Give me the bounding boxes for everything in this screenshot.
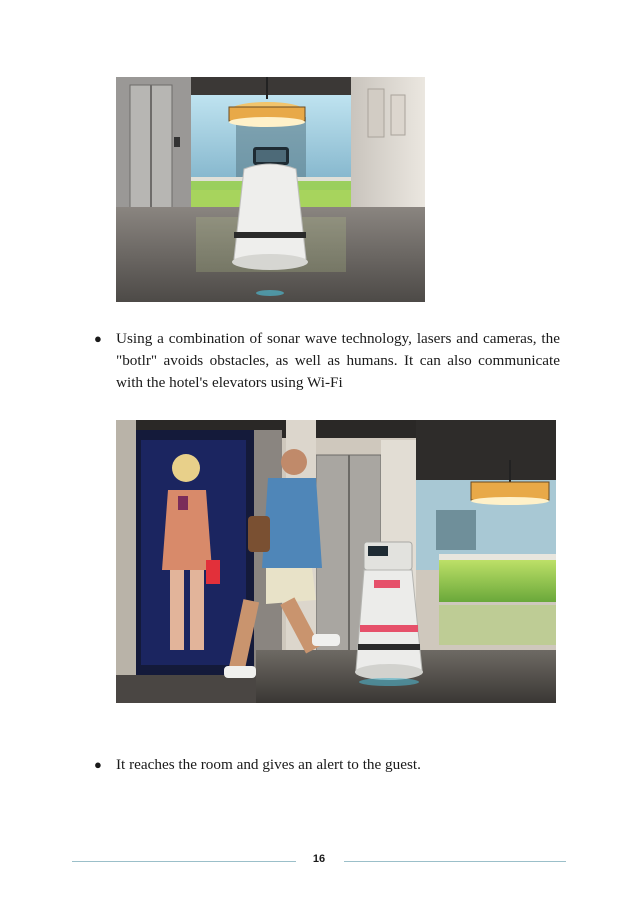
footer-rule-right xyxy=(344,861,566,862)
bullet-item xyxy=(94,754,560,776)
bullet-text: Using a combination of sonar wave technology, lasers and cameras, the "botlr" avoids obstacles, as well as humans. It can also communicate with the hotel's elevators using Wi-Fi xyxy=(116,330,560,391)
bullet-item xyxy=(94,328,560,394)
bullet-dot-icon: ● xyxy=(94,331,102,346)
bullet-text: It reaches the room and gives an alert to the guest. xyxy=(116,756,421,773)
page-number: 16 xyxy=(312,853,326,865)
footer-rule-left xyxy=(72,861,296,862)
robot-and-guests-at-elevator-photo xyxy=(116,420,556,703)
robot-in-lobby-photo xyxy=(116,77,425,302)
bullet-dot-icon: ● xyxy=(94,757,102,772)
